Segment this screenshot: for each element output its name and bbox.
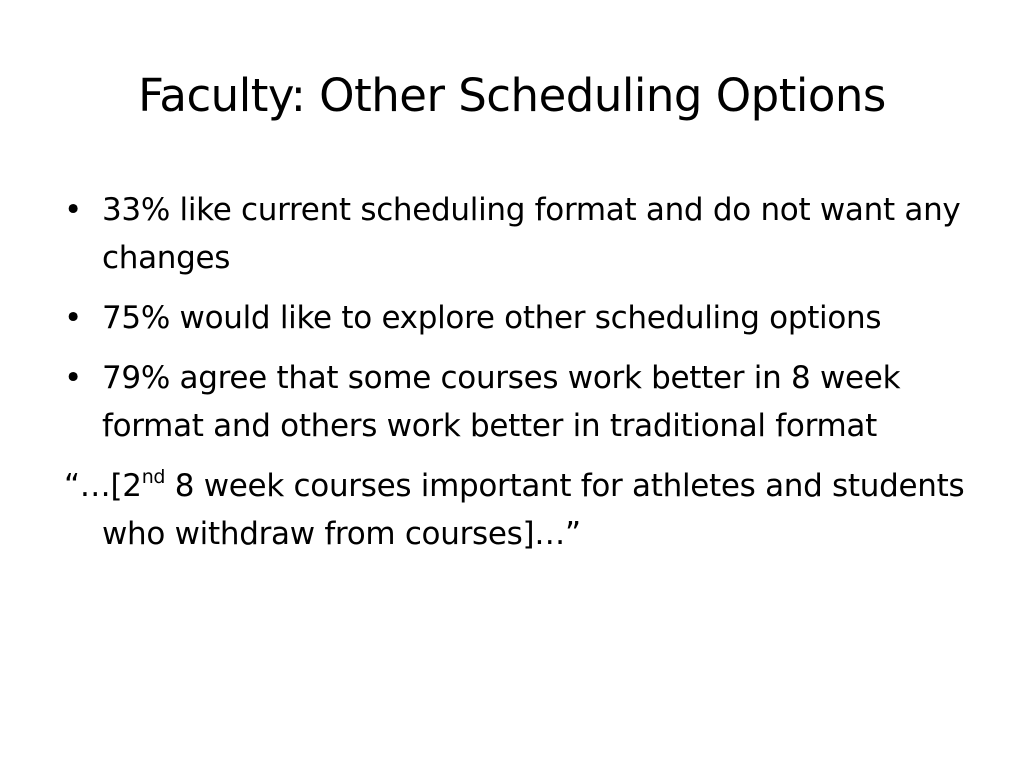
bullet-icon: • — [64, 192, 82, 228]
bullet-item — [64, 294, 976, 342]
bullet-item — [64, 354, 976, 450]
bullet-icon: • — [64, 300, 82, 336]
bullet-text: 75% would like to explore other scheduling options — [102, 300, 882, 336]
bullet-text: 33% like current scheduling format and do not want any changes — [102, 192, 961, 276]
slide-title: Faculty: Other Scheduling Options — [138, 69, 886, 122]
bullet-icon: • — [64, 360, 82, 396]
bullet-text: 79% agree that some courses work better in 8 week format and others work better in traditional format — [102, 360, 901, 444]
quote-prefix: “…[2 — [64, 468, 142, 504]
bullet-item — [64, 186, 976, 282]
quote-item — [64, 462, 976, 558]
quote-superscript: nd — [141, 466, 166, 488]
quote-text: 8 week courses important for athletes and students who withdraw from courses]…” — [102, 468, 965, 552]
bullet-list — [64, 186, 976, 558]
